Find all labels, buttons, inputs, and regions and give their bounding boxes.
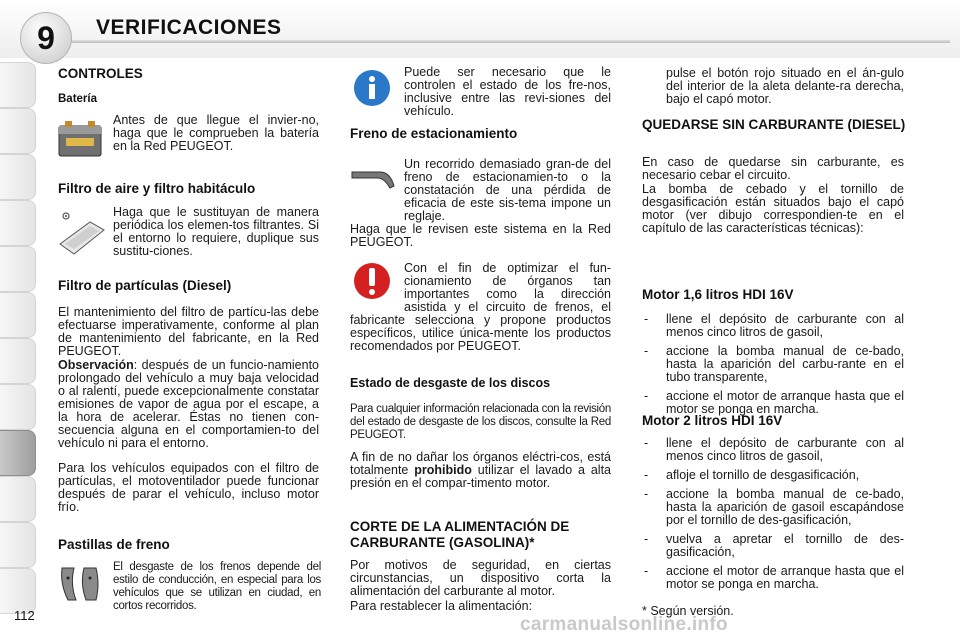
quedarse-text: En caso de quedarse sin carburante, es necesario cebar el circuito.: [642, 155, 904, 182]
list-item: - llene el depósito de carburante con al menos cinco litros de gasoil,: [642, 313, 904, 339]
chapter-tab-9-active[interactable]: [0, 430, 36, 476]
section-heading-quedarse: QUEDARSE SIN CARBURANTE (DIESEL): [642, 117, 906, 132]
parking-brake-icon: [350, 164, 398, 194]
brake-pads-icon: [56, 560, 104, 606]
subheading-motor-2: Motor 2 litros HDI 16V: [642, 413, 783, 428]
corte-text: Por motivos de seguridad, en ciertas circunstancias, un dispositivo corta la alimentación del carburante al motor.: [350, 558, 611, 598]
section-heading-corte: CORTE DE LA ALIMENTACIÓN DE CARBURANTE (GASOLINA)*: [350, 519, 570, 550]
watermark: carmanualsonline.info: [520, 614, 728, 635]
battery-icon: [56, 116, 104, 160]
list-item: - afloje el tornillo de desgasificación,: [642, 469, 904, 482]
list-item: - accione el motor de arranque hasta que el motor se ponga en marcha.: [642, 390, 904, 416]
prohibido-emphasis: prohibido: [414, 463, 472, 477]
pastillas-text: El desgaste de los frenos depende del estilo de conducción, en especial para los vehículos que se utilizan en ciudad, en cortos recorridos.: [113, 561, 321, 612]
chapter-number: 9: [37, 19, 55, 56]
observacion-text: : después de un funcio-namiento prolongado del vehículo a muy baja velocidad o al ralentí, puede excepcionalmente constatar emisiones de vapor de agua por el escape, a la hora de acelerar. Éstas no tienen con-secuencia alguna en el comportamien-to del vehículo ni para el entorno.: [58, 358, 319, 450]
observacion-label: Observación: [58, 358, 134, 372]
observacion-paragraph: [58, 359, 319, 450]
subheading-freno-estacionamiento: Freno de estacionamiento: [350, 126, 518, 141]
chapter-number-badge: [20, 12, 72, 64]
chapter-tabs: [0, 62, 38, 622]
boton-text: pulse el botón rojo situado en el án-gulo del interior de la aleta delante-ra derecha, bajo el capó motor.: [666, 66, 904, 106]
subheading-pastillas: Pastillas de freno: [58, 537, 170, 552]
chapter-tab-4[interactable]: [0, 200, 36, 246]
freno-estacionamiento-text2: Haga que le revisen este sistema en la Red PEUGEOT.: [350, 222, 611, 249]
filtro-particulas-text: El mantenimiento del filtro de partícu-las debe efectuarse imperativamente, conforme al plan de mantenimiento del fabricante, en la Red PEUGEOT.: [58, 305, 319, 358]
subheading-filtro-aire: Filtro de aire y filtro habitáculo: [58, 181, 256, 196]
air-filter-icon: [56, 208, 106, 256]
boton-item: [642, 67, 904, 106]
list-item: - accione el motor de arranque hasta que el motor se ponga en marcha.: [642, 565, 904, 591]
chapter-tab-8[interactable]: [0, 384, 36, 430]
freno-estacionamiento-text: Un recorrido demasiado gran-de del freno de estacionamien-to o la constatación de una pérdida de eficacia de este sis-tema impone un reglaje.: [404, 157, 611, 223]
list-item: - vuelva a apretar el tornillo de des-gasificación,: [642, 533, 904, 559]
warning-text: Con el fin de optimizar el fun-cionamiento de órganos tan importantes como la dirección asistida y el circuito de frenos, el fabricante selecciona y propone productos específicos, utilice única-mente los productos recomendados por PEUGEOT.: [350, 261, 611, 353]
electricos-paragraph: [350, 451, 611, 490]
page-title: VERIFICACIONES: [96, 16, 282, 39]
list-item: - accione la bomba manual de ce-bado, hasta la aparición de gasoil escapándose por el tornillo de des-gasificación,: [642, 488, 904, 527]
bomba-text: La bomba de cebado y el tornillo de desgasificación están situados bajo el capó motor (ver dibujo correspondien-te en el capítulo de las características técnicas):: [642, 182, 904, 235]
chapter-tab-11[interactable]: [0, 522, 36, 568]
filtro-aire-text: Haga que le sustituyan de manera periódica los elemen-tos filtrantes. Si el entorno lo requiere, duplique sus sustitu-ciones.: [113, 205, 319, 258]
list-item: - accione la bomba manual de ce-bado, hasta la aparición del carbu-rante en el tubo transparente,: [642, 345, 904, 384]
subheading-bateria: Batería: [58, 93, 97, 105]
info-text: Puede ser necesario que le controlen el estado de los fre-nos, inclusive entre las revi-siones del vehículo.: [404, 65, 611, 118]
section-heading-controles: CONTROLES: [58, 66, 143, 81]
subheading-discos: Estado de desgaste de los discos: [350, 376, 551, 390]
electricos-text: A fin de no dañar los órganos eléctri-cos, está totalmente: [350, 450, 611, 477]
chapter-tab-2[interactable]: [0, 108, 36, 154]
motor-2-steps: [642, 437, 904, 597]
bateria-text: Antes de que llegue el invier-no, haga que le comprueben la batería en la Red PEUGEOT.: [113, 113, 319, 153]
info-icon: [352, 68, 392, 108]
footnote: * Según versión.: [642, 604, 734, 618]
list-item: - llene el depósito de carburante con al menos cinco litros de gasoil,: [642, 437, 904, 463]
page-number: 112: [14, 608, 35, 623]
vehiculos-text: Para los vehículos equipados con el filtro de partículas, el motoventilador puede funcionar después de parar el vehículo, incluso motor frío.: [58, 461, 319, 514]
motor-16-steps: [642, 313, 904, 422]
electricos-text-end: utilizar el lavado a alta presión en el compar-timento motor.: [350, 463, 612, 490]
subheading-motor-16: Motor 1,6 litros HDI 16V: [642, 287, 794, 302]
chapter-tab-1[interactable]: [0, 62, 36, 108]
discos-text: Para cualquier información relacionada con la revisión del estado de desgaste de los discos, consulte la Red PEUGEOT.: [350, 403, 611, 441]
chapter-tab-7[interactable]: [0, 338, 36, 384]
chapter-tab-3[interactable]: [0, 154, 36, 200]
corte-text2: Para restablecer la alimentación:: [350, 599, 533, 613]
chapter-tab-10[interactable]: [0, 476, 36, 522]
subheading-filtro-particulas: Filtro de partículas (Diesel): [58, 278, 232, 293]
header-rule: [70, 40, 950, 43]
chapter-tab-5[interactable]: [0, 246, 36, 292]
chapter-tab-6[interactable]: [0, 292, 36, 338]
